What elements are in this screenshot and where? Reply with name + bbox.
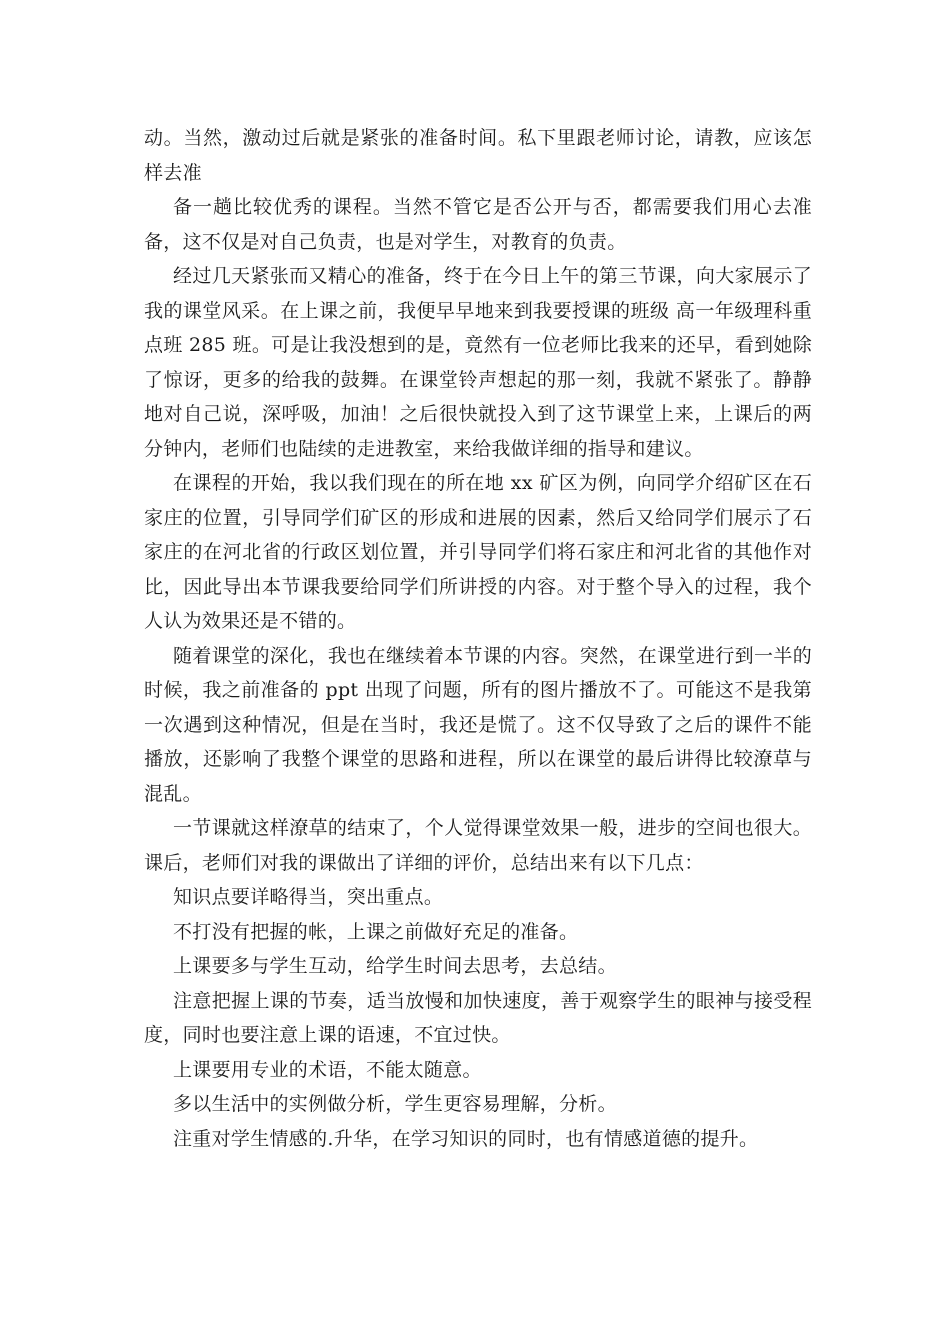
list-item-5: 上课要用专业的术语，不能太随意。 [173,1058,482,1081]
paragraph-3: 经过几天紧张而又精心的准备，终于在今日上午的第三节课，向大家展示了我的课堂风采。在上课之前，我便早早地来到我要授课的班级 高一年级理科重点班 285 班。可是让我没想到的是，竟然有一位老师比我来的还早，看到她除了惊讶，更多的给我的鼓舞。在课堂铃声想起的那一刻，我就不紧张了。静静地对自己说，深呼吸，加油！之后很快就投入到了这节课堂上来，上课后的两分钟内，老师们也陆续的走进教室，来给我做详细的指导和建议。 [144,265,812,460]
list-item-4: 注意把握上课的节奏，适当放慢和加快速度，善于观察学生的眼神与接受程度，同时也要注意上课的语速，不宜过快。 [144,989,812,1046]
list-item-3: 上课要多与学生互动，给学生时间去思考，去总结。 [173,955,617,977]
list-item-7: 注重对学生情感的.升华，在学习知识的同时，也有情感道德的提升。 [173,1127,759,1150]
document-body [144,121,812,1156]
paragraph-4: 在课程的开始，我以我们现在的所在地 xx 矿区为例，向同学介绍矿区在石家庄的位置，引导同学们矿区的形成和进展的因素，然后又给同学们展示了石家庄的在河北省的行政区划位置，并引导同学们将石家庄和河北省的其他作对比，因此导出本节课我要给同学们所讲授的内容。对于整个导入的过程，我个人认为效果还是不错的。 [144,472,812,632]
list-item-6: 多以生活中的实例做分析，学生更容易理解，分析。 [173,1093,617,1115]
paragraph-2: 备一趟比较优秀的课程。当然不管它是否公开与否，都需要我们用心去准备，这不仅是对自己负责，也是对学生，对教育的负责。 [144,196,812,253]
paragraph-6: 一节课就这样潦草的结束了，个人觉得课堂效果一般，进步的空间也很大。课后，老师们对我的课做出了详细的评价，总结出来有以下几点： [144,817,812,874]
list-item-1: 知识点要详略得当，突出重点。 [173,886,444,908]
list-item-2: 不打没有把握的帐，上课之前做好充足的准备。 [173,920,579,943]
paragraph-1: 动。当然，激动过后就是紧张的准备时间。私下里跟老师讨论，请教，应该怎样去准 [144,127,812,184]
paragraph-5: 随着课堂的深化，我也在继续着本节课的内容。突然，在课堂进行到一半的时候，我之前准备的 ppt 出现了问题，所有的图片播放不了。可能这不是我第一次遇到这种情况，但是在当时，我还是慌了。这不仅导致了之后的课件不能播放，还影响了我整个课堂的思路和进程，所以在课堂的最后讲得比较潦草与混乱。 [144,644,812,805]
